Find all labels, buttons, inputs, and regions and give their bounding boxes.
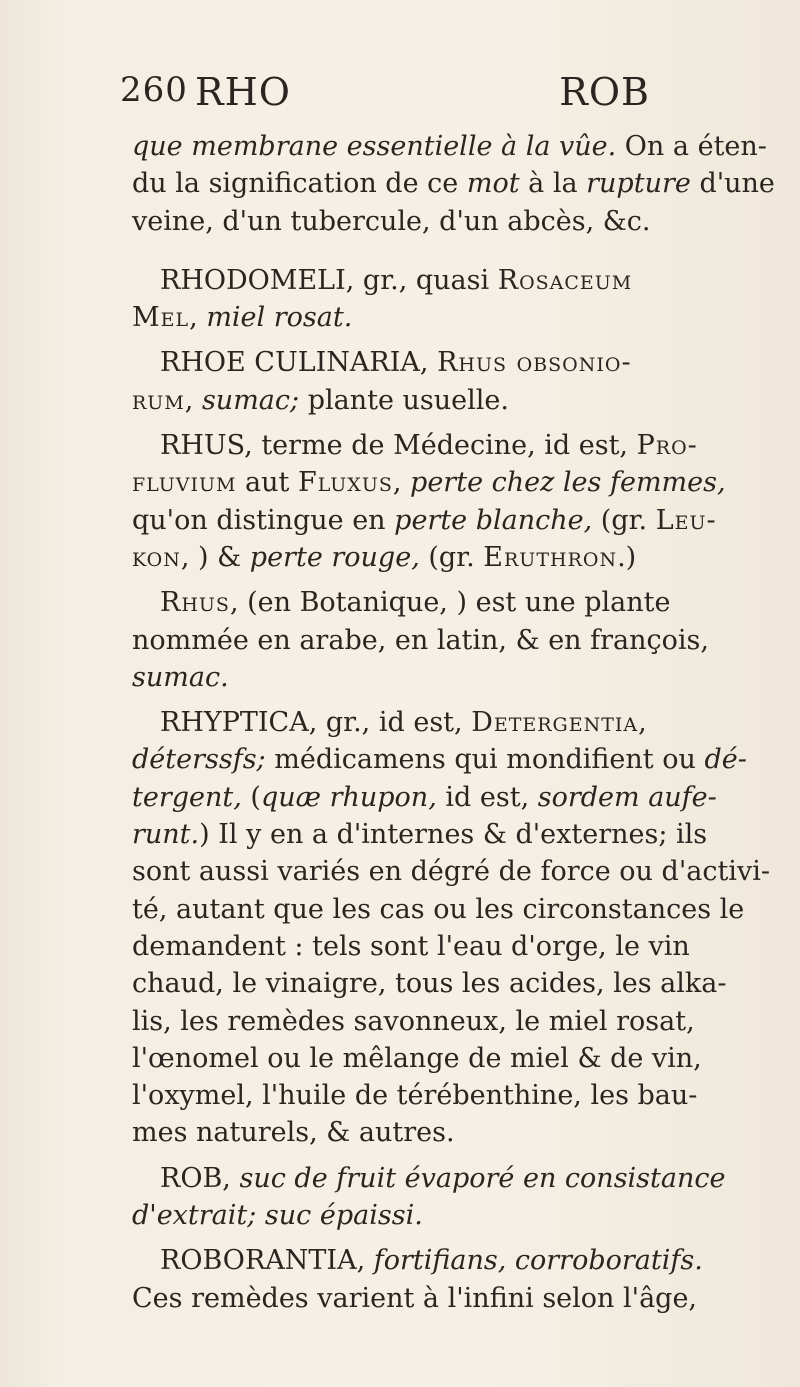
text-line: déterssfs; médicamens qui mondifient ou dé- [132,744,747,776]
entry-rhus: RHUS, terme de Médecine, id est, Pro- [160,430,698,462]
text-line: Mel, miel rosat. [132,302,353,334]
text-line: lis, les remèdes savonneux, le miel rosat, [132,1005,695,1037]
text-line: rum, sumac; plante usuelle. [132,384,509,416]
page-body [132,128,775,1317]
text-line: kon, ) & perte rouge, (gr. Eruthron.) [132,541,637,573]
text-line: du la signification de ce mot à la rupture d'une [132,168,775,200]
text-line: tergent, (quæ rhupon, id est, sordem aufe- [132,781,717,813]
text-line: demandent : tels sont l'eau d'orge, le vin [132,930,690,962]
right-running-head: ROB [559,70,650,114]
text-line: Ces remèdes varient à l'infini selon l'âge, [132,1282,698,1314]
entry-rob: ROB, suc de fruit évaporé en consistance [160,1162,726,1194]
entry-rhyptica: RHYPTICA, gr., id est, Detergentia, [160,707,647,739]
text-line: veine, d'un tubercule, d'un abcès, &c. [132,205,651,237]
entry-roborantia: ROBORANTIA, fortifians, corroboratifs. [160,1245,703,1277]
left-running-head: RHO [195,70,291,114]
text-line: que membrane essentielle à la vûe. On a éten- [132,131,767,162]
text-line: fluvium aut Fluxus, perte chez les femmes, [132,467,726,499]
text-line: chaud, le vinaigre, tous les acides, les alka- [132,968,727,1000]
text-line: runt.) Il y en a d'internes & d'externes; ils [132,819,708,851]
text-line: sont aussi variés en dégré de force ou d'activi- [132,856,770,888]
text-line: l'œnomel ou le mêlange de miel & de vin, [132,1042,702,1074]
text-line: nommée en arabe, en latin, & en françois, [132,624,709,656]
entry-rhoe-culinaria: RHOE CULINARIA, Rhus obsonio- [160,347,632,379]
text-line: qu'on distingue en perte blanche, (gr. Leu- [132,504,717,536]
entry-rhodomeli: RHODOMELI, gr., quasi Rosaceum [160,264,633,296]
text-line: l'oxymel, l'huile de térébenthine, les bau- [132,1080,698,1112]
text-line: d'extrait; suc épaissi. [132,1200,423,1232]
entry-rhus-botanique: Rhus, (en Botanique, ) est une plante [160,587,671,619]
page-number: 260 [120,70,188,110]
text-line: té, autant que les cas ou les circonstances le [132,893,745,925]
text-line: sumac. [132,661,229,693]
text-line: mes naturels, & autres. [132,1117,455,1149]
